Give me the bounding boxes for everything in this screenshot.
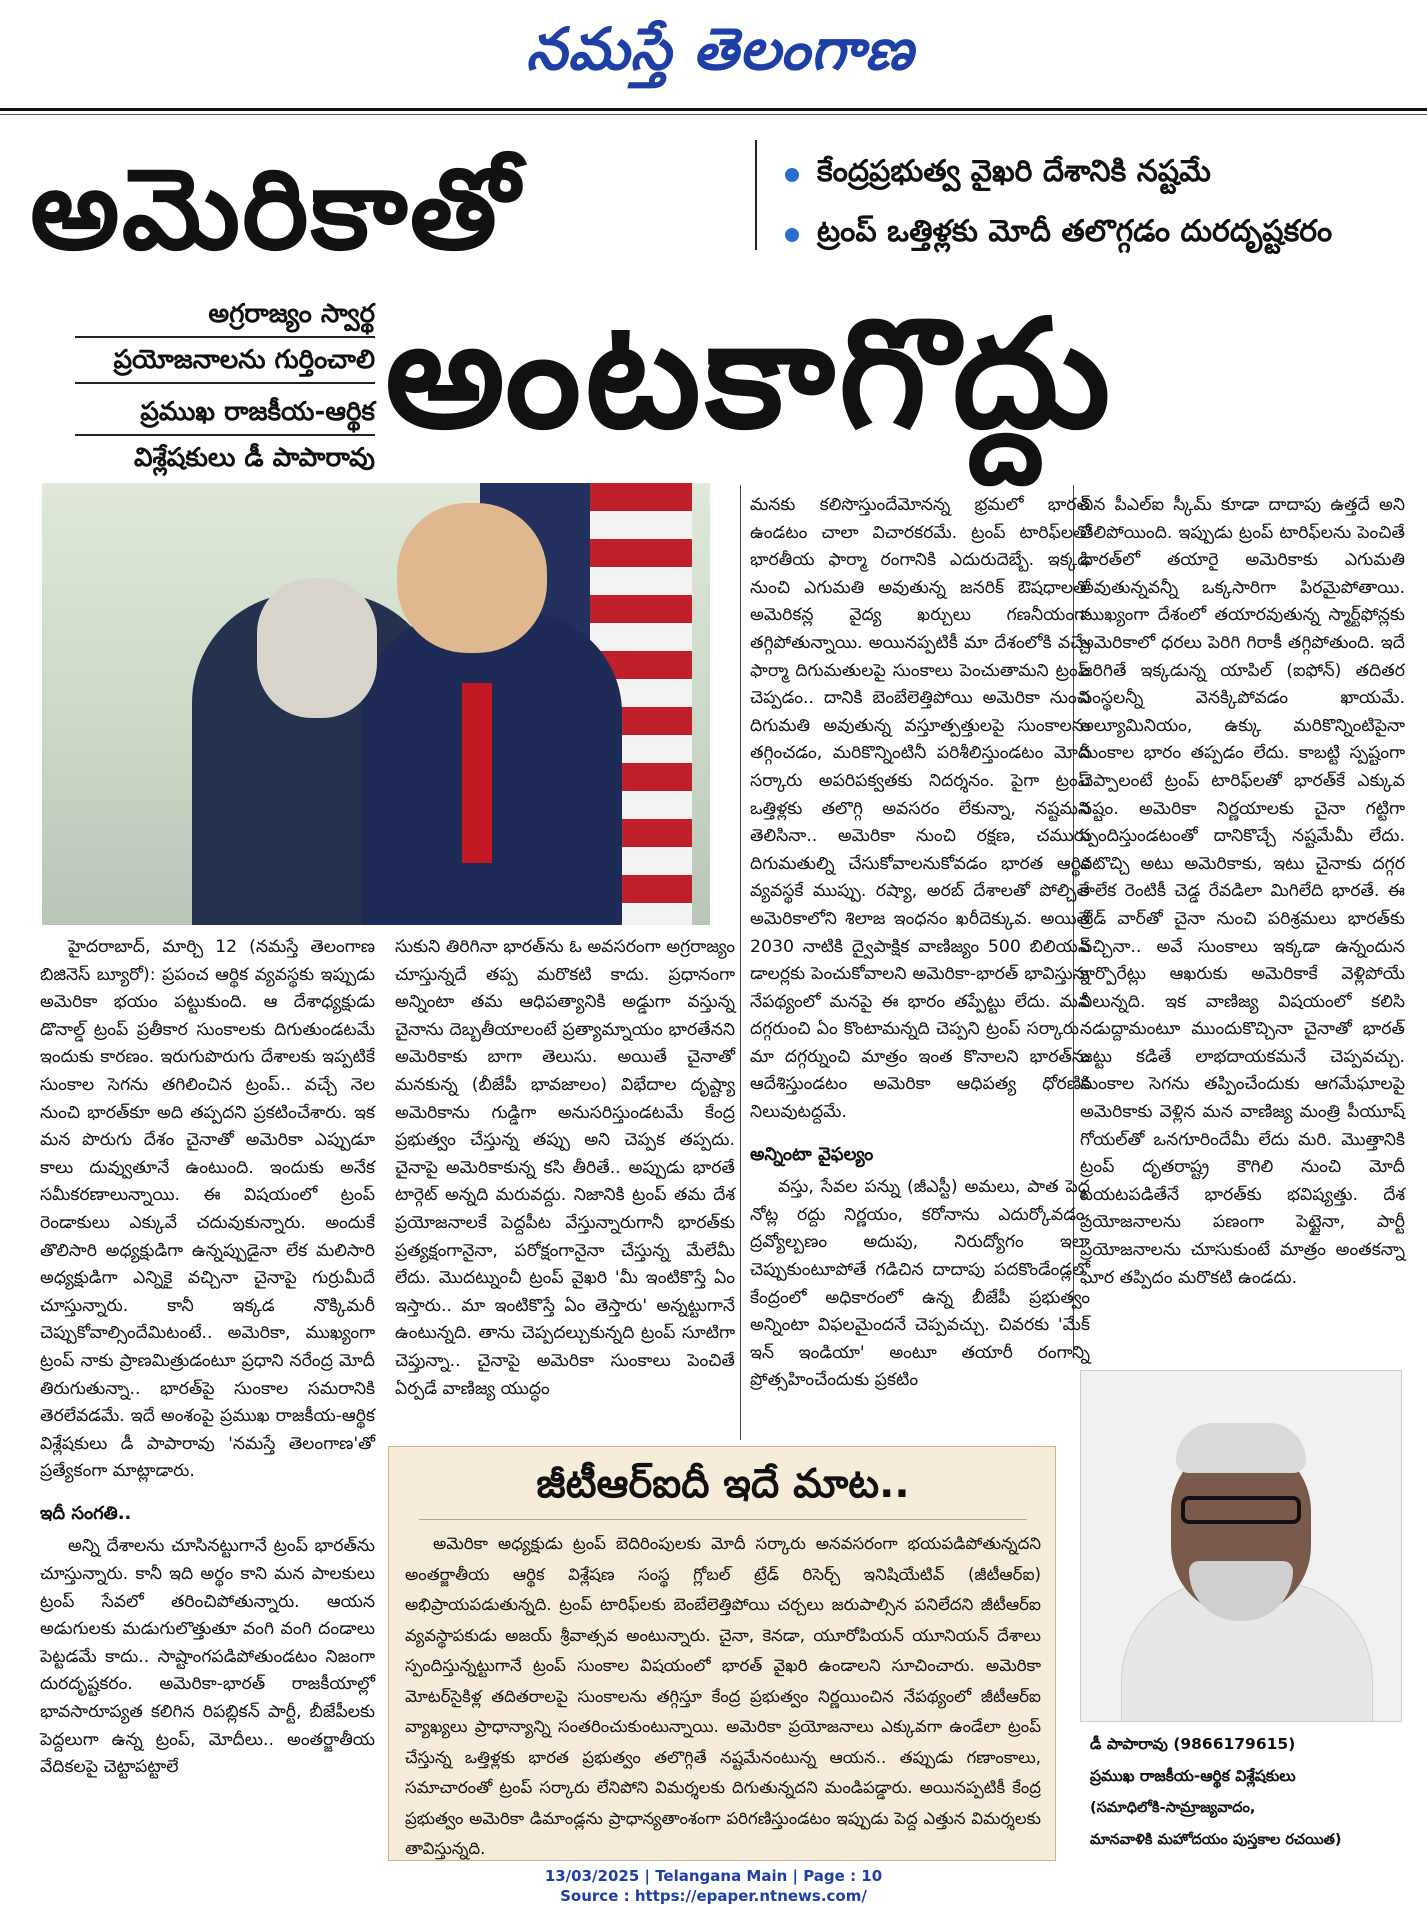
caption-name: డీ పాపారావు (9866179615) [1090, 1735, 1296, 1753]
portrait-hair [1176, 1423, 1306, 1473]
column-divider [740, 485, 741, 1440]
article-column-3 [750, 492, 1090, 1399]
article-paragraph: మనకు కలిసొస్తుందేమోనన్న భ్రమలో భారత్ ఉండటం చాలా విచారకరమే. ట్రంప్ టారిఫ్‌లతో భారతీయ ఫార్మా రంగానికి ఎదురుదెబ్బే. ఇక్కడి నుంచి ఎగుమతి అవుతున్న జనరిక్ ఔషధాలతో అమెరికన్ల వైద్య ఖర్చులు గణనీయంగా తగ్గిపోతున్నాయి. అయినప్పటికీ మా దేశంలోకి వచ్చే ఫార్మా దిగుమతులపై సుంకాలు పెంచుతామని ట్రంప్ చెప్పడం.. దానికి బెంబేలెత్తిపోయి అమెరికా నుంచి దిగుమతి అవుతున్న వస్తూత్పత్తులపై సుంకాలను తగ్గించడం, మరికొన్నింటినీ పరిశీలిస్తుండటం మోదీ సర్కారు అపరిపక్వతకు నిదర్శనం. పైగా ట్రంప్ ఒత్తిళ్లకు తలొగ్గి అవసరం లేకున్నా, నష్టమని తెలిసినా.. అమెరికా నుంచి రక్షణ, చమురు దిగుమతుల్ని చేసుకోవాలనుకోవడం భారత ఆర్థిక వ్యవస్థకే ముప్పు. రష్యా, అరబ్ దేశాలతో పోల్చితే అమెరికాలోని శిలాజ ఇంధనం ఖరీదెక్కువ. అయితే 2030 నాటికి ద్వైపాక్షిక వాణిజ్యం 500 బిలియన్ డాలర్లకు పెంచుకోవాలని అమెరికా-భారత్ భావిస్తున్న నేపథ్యంలో మనపై ఈ భారం తప్పేట్టు లేదు. మన దగ్గరుంచి ఏం కొంటామన్నది చెప్పని ట్రంప్ సర్కారు.. మా దగ్గర్నుంచి మాత్రం ఇంత కొనాలని భారత్‌ను ఆదేశిస్తుండటం అమెరికా ఆధిపత్య ధోరణికి నిలువుటద్దమే. [750, 495, 1090, 1123]
masthead-rule-thin [0, 114, 1427, 115]
caption-role: ప్రముఖ రాజకీయ-ఆర్థిక విశ్లేషకులు [1090, 1767, 1296, 1785]
glasses-icon [1181, 1496, 1301, 1524]
kicker [75, 292, 375, 480]
article-subheading: అన్నింటా వైఫల్యం [750, 1143, 874, 1165]
headline-divider [755, 140, 757, 250]
masthead-logo: నమస్తే తెలంగాణ [526, 15, 914, 83]
caption-note: మానవాళికి మహోదయం పుస్తకాల రచయిత) [1090, 1832, 1342, 1848]
footer-source: Source : https://epaper.ntnews.com/ [560, 1887, 867, 1905]
lead-photo [42, 483, 710, 925]
kicker-line: ప్రయోజనాలను గుర్తించాలి [75, 338, 375, 384]
bullet-item [785, 145, 1405, 205]
headline-line-2: అంటకాగొద్దు [385, 288, 1115, 462]
photo-figure-right [362, 613, 622, 925]
article-paragraph: హైదరాబాద్, మార్చి 12 (నమస్తే తెలంగాణ బిజినెస్ బ్యూరో): ప్రపంచ ఆర్థిక వ్యవస్థకు ఇప్పుడు అమెరికా భయం పట్టుకుంది. ఆ దేశాధ్యక్షుడు డొనాల్డ్ ట్రంప్ ప్రతీకార సుంకాలకు దిగుతుండటమే ఇందుకు కారణం. ఇరుగుపొరుగు దేశాలకు ఇప్పటికే సుంకాల సెగను తగిలించిన ట్రంప్.. వచ్చే నెల నుంచి భారత్‌కూ అది తప్పదని ప్రకటించేశారు. ఇక మన పొరుగు దేశం చైనాతో అమెరికా ఎప్పుడూ కాలు దువ్వుతూనే ఉంటుంది. ఇందుకు అనేక సమీకరణాలున్నాయి. ఈ విషయంలో ట్రంప్ రెండాకులు ఎక్కువే చదువుకున్నారు. అందుకే తొలిసారి అధ్యక్షుడిగా ఉన్నప్పుడైనా లేక మలిసారి అధ్యక్షుడిగా ఎన్నికై వచ్చినా చైనాపై గుర్రుమీదే చూస్తున్నారు. కానీ ఇక్కడ నొక్కిమరీ చెప్పుకోవాల్సిందేమిటంటే.. అమెరికా, ముఖ్యంగా ట్రంప్ నాకు ప్రాణమిత్రుడంటూ ప్రధాని నరేంద్ర మోదీ తిరుగుతున్నా.. భారత్‌పై సుంకాల సమరానికి తెరలేవడమే. ఇదే అంశంపై ప్రముఖ రాజకీయ-ఆర్థిక విశ్లేషకులు డీ పాపారావు 'నమస్తే తెలంగాణ'తో ప్రత్యేకంగా మాట్లాడారు. [40, 937, 375, 1482]
kicker-line: అగ్రరాజ్యం స్వార్థ [75, 292, 375, 338]
bullet-text: కేంద్రప్రభుత్వ వైఖరి దేశానికి నష్టమే [817, 154, 1211, 189]
page-footer [0, 1866, 1427, 1906]
masthead [0, 0, 1427, 108]
article-column-1 [40, 934, 375, 1786]
sidebar-box-body [405, 1529, 1041, 1865]
kicker-line: ప్రముఖ రాజకీయ-ఆర్థిక [75, 390, 375, 436]
article-paragraph: చిన పీఎల్ఐ స్కీమ్ కూడా దాదాపు ఉత్తదే అని తేలిపోయింది. ఇప్పుడు ట్రంప్ టారిఫ్‌లను పెంచితే భారత్‌లో తయారై అమెరికాకు ఎగుమతి అవుతున్నవన్నీ ఒక్కసారిగా పిరమైపోతాయి. ముఖ్యంగా దేశంలో తయారవుతున్న స్మార్ట్‌ఫోన్లకు అమెరికాలో ధరలు పెరిగి గిరాకీ తగ్గిపోతుంది. ఇదే జరిగితే ఇక్కడున్న యాపిల్ (ఐఫోన్) తదితర సంస్థలన్నీ వెనక్కిపోవడం ఖాయమే. అల్యూమినియం, ఉక్కు మరికొన్నింటిపైనా సుంకాల భారం తప్పడం లేదు. కాబట్టి స్పష్టంగా చెప్పాలంటే ట్రంప్ టారిఫ్‌లతో భారత్‌కే ఎక్కువ నష్టం. అమెరికా నిర్ణయాలకు చైనా గట్టిగా స్పందిస్తుండటంతో దానికొచ్చే నష్టమేమీ లేదు. ఎటొచ్చి అటు అమెరికాకు, ఇటు చైనాకు దగ్గర కాలేక రెంటికీ చెడ్డ రేవడిలా మిగిలేది భారతే. ఈ ట్రేడ్ వార్‌తో చైనా నుంచి పరిశ్రమలు భారత్‌కు వచ్చినా.. అవే సుంకాలు ఇక్కడా ఉన్నందున కార్పొరేట్లు ఆఖరుకు అమెరికాకే వెళ్లిపోయే వీలున్నది. ఇక వాణిజ్య విషయంలో కలిసి నడుద్దామంటూ ముందుకొచ్చినా చైనాతో భారత్ జట్టు కడితే లాభదాయకమనే చెప్పవచ్చు. సుంకాల సెగను తప్పించేందుకు ఆగమేఘాలపై అమెరికాకు వెళ్లిన మన వాణిజ్య మంత్రి పీయూష్ గోయల్‌తో ఒనగూరిందేమీ లేదు మరి. మొత్తానికి ట్రంప్ దృతరాష్ట్ర కౌగిలి నుంచి మోదీ బయటపడితేనే భారత్‌కు భవిష్యత్తు. దేశ ప్రయోజనాలను పణంగా పెట్టైనా, పార్టీ ప్రయోజనాలను చూసుకుంటే మాత్రం అంతకన్నా ఘోర తప్పిదం మరొకటి ఉండదు. [1080, 495, 1405, 1288]
author-portrait [1080, 1370, 1402, 1722]
sidebar-box [388, 1446, 1056, 1861]
sidebar-box-paragraph: అమెరికా అధ్యక్షుడు ట్రంప్ బెదిరింపులకు మోదీ సర్కారు అనవసరంగా భయపడిపోతున్నదని అంతర్జాతీయ ఆర్థిక విశ్లేషణ సంస్థ గ్లోబల్ ట్రేడ్ రిసెర్చ్ ఇనిషియేటివ్ (జీటీఆర్‌ఐ) అభిప్రాయపడుతున్నది. ట్రంప్ టారిఫ్‌లకు బెంబేలెత్తిపోయి చర్చలు జరుపాల్సిన పనిలేదని జీటీఆర్‌ఐ వ్యవస్థాపకుడు అజయ్ శ్రీవాత్సవ అంటున్నారు. చైనా, కెనడా, యూరోపియన్ యూనియన్ దేశాలు స్పందిస్తున్నట్టుగానే ట్రంప్ సుంకాల విషయంలో భారత్ వైఖరి ఉండాలని సూచించారు. అమెరికా మోటర్‌సైకిళ్ల తదితరాలపై సుంకాలను తగ్గిస్తూ కేంద్ర ప్రభుత్వం నిర్ణయించిన నేపథ్యంలో జీటీఆర్‌ఐ వ్యాఖ్యలు ప్రాధాన్యాన్ని సంతరించుకుంటున్నాయి. అమెరికా ప్రయోజనాలు ఎక్కువగా ఉండేలా ట్రంప్ చేస్తున్న ఒత్తిళ్లకు భారత ప్రభుత్వం తలొగ్గితే నష్టమేనంటున్న ఆయన.. తప్పుడు గణాంకాలు, సమాచారంతో ట్రంప్ సర్కారు లేనిపోని విమర్శలకు దిగుతున్నదని మండిపడ్డారు. అయినప్పటికీ కేంద్ర ప్రభుత్వం అమెరికా డిమాండ్లను ప్రాధాన్యతాంశంగా పరిగణిస్తుండటం ఇప్పుడు పెద్ద ఎత్తున విమర్శలకు తావిస్తున్నది. [405, 1534, 1041, 1858]
portrait-caption [1090, 1728, 1410, 1856]
masthead-rule [0, 108, 1427, 111]
headline-line-1: అమెరికాతో [30, 145, 521, 275]
bullet-dot-icon [785, 228, 799, 242]
photo-tie [462, 683, 492, 863]
kicker-line: విశ్లేషకులు డీ పాపారావు [134, 443, 375, 473]
article-subheading: ఇదీ సంగతి.. [40, 1502, 132, 1524]
article-paragraph: అన్ని దేశాలను చూసినట్టుగానే ట్రంప్ భారత్‌ను చూస్తున్నారు. కానీ ఇది అర్థం కాని మన పాలకులు ట్రంప్ సేవలో తరించిపోతున్నారు. ఆయన అడుగులకు మడుగులొత్తుతూ వంగి వంగి దండాలు పెట్టడమే కాదు.. సాష్టాంగపడిపోతుండటం నిజంగా దురదృష్టకరం. అమెరికా-భారత్ రాజకీయాల్లో భావసారూప్యత కలిగిన రిపబ్లికన్ పార్టీ, బీజేపీలకు పెద్దలుగా ఉన్న ట్రంప్, మోదీలు.. అంతర్జాతీయ వేదికలపై చెట్టాపట్టాలే [40, 1536, 375, 1778]
article-column-2 [395, 934, 735, 1407]
sidebar-box-rule [419, 1519, 1027, 1520]
bullet-dot-icon [785, 168, 799, 182]
headline-bullets [785, 145, 1405, 265]
photo-head-right [397, 503, 547, 653]
photo-head-left [257, 578, 377, 718]
article-paragraph: వస్తు, సేవల పన్ను (జీఎస్టీ) అమలు, పాత పెద్ద నోట్ల రద్దు నిర్ణయం, కరోనాను ఎదుర్కోవడం, ద్రవ్యోల్బణం అదుపు, నిరుద్యోగం ఇలా చెప్పుకుంటూపోతే గడిచిన దాదాపు పదకొండేండ్లలో కేంద్రంలో అధికారంలో ఉన్న బీజేపీ ప్రభుత్వం అన్నింటా విఫలమైందనే చెప్పవచ్చు. చివరకు 'మేక్ ఇన్ ఇండియా' అంటూ తయారీ రంగాన్ని ప్రోత్సహించేందుకు ప్రకటిం [750, 1177, 1090, 1391]
sidebar-box-title: జీటీఆర్‌ఐదీ ఇదే మాట.. [536, 1461, 910, 1507]
article-paragraph: సుకుని తిరిగినా భారత్‌ను ఓ అవసరంగా అగ్రరాజ్యం చూస్తున్నదే తప్ప మరొకటి కాదు. ప్రధానంగా అన్నింటా తమ ఆధిపత్యానికి అడ్డుగా వస్తున్న చైనాను దెబ్బతీయాలంటే ప్రత్యామ్నాయం భారతేనని అమెరికాకు బాగా తెలుసు. అయితే చైనాతో మనకున్న (బీజేపీ భావజాలం) విభేదాల దృష్ట్యా అమెరికాను గుడ్డిగా అనుసరిస్తుండటమే కేంద్ర ప్రభుత్వం చేస్తున్న తప్పు అని చెప్పక తప్పదు. చైనాపై అమెరికాకున్న కసి తీరితే.. అప్పుడు భారతే టార్గెట్ అన్నది మరువద్దు. నిజానికి ట్రంప్ తమ దేశ ప్రయోజనాలకే పెద్దపీట వేస్తున్నారుగానీ భారత్‌కు ప్రత్యక్షంగానైనా, పరోక్షంగానైనా చేస్తున్న మేలేమీ లేదు. మొదట్నుంచీ ట్రంప్ వైఖరి 'మీ ఇంటికొస్తే ఏం ఇస్తారు.. మా ఇంటికొస్తే ఏం తెస్తారు' అన్నట్టుగానే ఉంటున్నది. తాను చెప్పదల్చుకున్నది ట్రంప్ సూటిగా చెప్తున్నా.. చైనాపై అమెరికా సుంకాలు పెంచితే ఏర్పడే వాణిజ్య యుద్ధం [395, 937, 735, 1399]
caption-note: (సమాధిలోకి-సామ్రాజ్యవాదం, [1090, 1800, 1256, 1816]
bullet-item [785, 205, 1405, 265]
bullet-text: ట్రంప్ ఒత్తిళ్లకు మోదీ తలొగ్గడం దురదృష్టకరం [817, 214, 1333, 249]
footer-edition: 13/03/2025 | Telangana Main | Page : 10 [544, 1867, 883, 1885]
article-column-4 [1080, 492, 1405, 1296]
